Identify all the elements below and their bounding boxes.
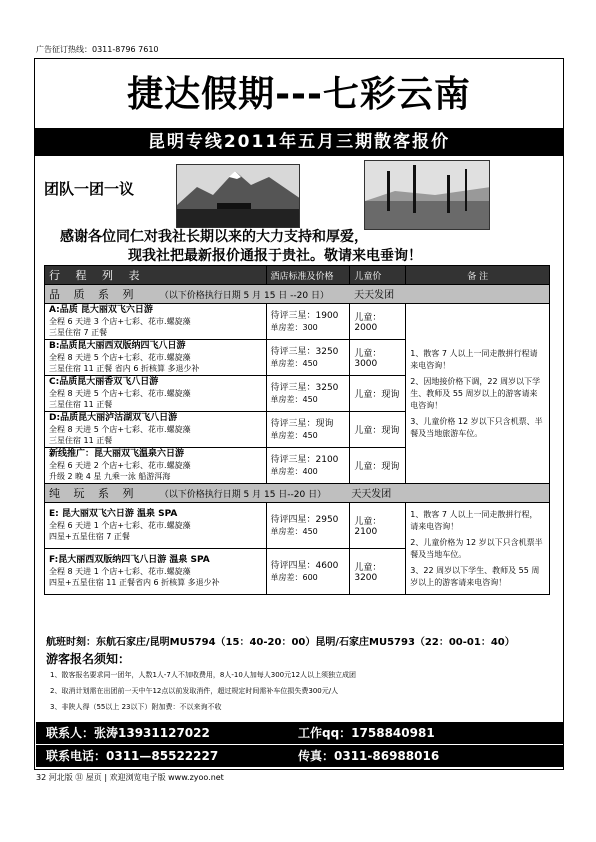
registration-heading: 游客报名须知： xyxy=(46,652,131,666)
contact-qq: 工作qq：1758840981 xyxy=(298,726,435,740)
contact-phone: 联系电话：0311—85522227 xyxy=(46,749,219,763)
page-title: 捷达假期---七彩云南 xyxy=(127,74,471,115)
itinerary-line: 三星住宿 7 正餐 xyxy=(49,328,108,337)
itinerary-line: 四星+五星住宿 7 正餐 xyxy=(49,532,130,541)
mountain-lake-photo xyxy=(176,164,300,228)
notes-cell xyxy=(406,304,550,484)
registration-item: 1、散客报名要求同一团年，人数1人-7人不加收费用，8人-10人加每人300元12人以上须独立成团 xyxy=(50,671,357,679)
child-price: 儿童：现询 xyxy=(350,448,406,484)
itinerary-line: 全程 8 天进 5 个店+七彩、花市.螺旋藻 xyxy=(49,425,191,434)
note-item: 1、散客 7 人以上一同走散拼行程，请来电咨询！ xyxy=(410,509,538,531)
itinerary-title: B:品质昆大丽西双版纳四飞八日游 xyxy=(49,341,186,351)
hotel-price: 待评四星：2950 xyxy=(270,514,339,525)
child-price: 儿童：2100 xyxy=(350,503,406,549)
hotel-price: 待评三星：现询 xyxy=(270,418,334,429)
section-quality xyxy=(45,285,550,304)
contact-person: 联系人：张涛13931127022 xyxy=(46,726,210,740)
note-item: 1、散客 7 人以上一同走散拼行程请来电咨询！ xyxy=(410,348,538,370)
child-price: 儿童：3200 xyxy=(350,549,406,595)
contact-fax: 传真：0311-86988016 xyxy=(298,749,440,763)
header-notes: 备 注 xyxy=(406,266,550,285)
header-itinerary: 行 程 列 表 xyxy=(45,266,267,285)
itinerary-title: D:品质昆大丽泸沽湖双飞八日游 xyxy=(49,413,178,423)
itinerary-line: 全程 8 天进 1 个店+七彩、花市.螺旋藻 xyxy=(49,567,191,576)
section-name: 品 质 系 列 xyxy=(49,288,139,301)
itinerary-cell xyxy=(45,340,267,376)
registration-item: 3、非陕人得（55以上 23以下）附加费：不以来询不收 xyxy=(50,703,222,711)
itinerary-line: 升级 2 晚 4 星 九乘一泳 船游洱海 xyxy=(49,472,171,481)
section-daily: 天天发团 xyxy=(351,489,392,500)
itinerary-cell xyxy=(45,448,267,484)
itinerary-line: 三星住宿 11 正餐 xyxy=(49,436,113,445)
single-supplement: 单房差：600 xyxy=(270,572,318,582)
itinerary-cell xyxy=(45,549,267,595)
team-slogan: 团队一团一议 xyxy=(44,180,135,198)
lake-trees-photo xyxy=(364,160,490,230)
registration-item: 2、取消计划需在出团前一天中午12点以前发取消件，超过规定时间需补车位损失费300元/人 xyxy=(50,687,339,695)
itinerary-title: 新线推广：昆大丽双飞温泉六日游 xyxy=(49,449,185,459)
single-supplement: 单房差：400 xyxy=(270,466,318,476)
itinerary-line: 全程 6 天进 1 个店+七彩、花市.螺旋藻 xyxy=(49,521,191,530)
itinerary-line: 全程 8 天进 5 个店+七彩、花市.螺旋藻 xyxy=(49,353,191,362)
section-name: 纯 玩 系 列 xyxy=(49,487,139,500)
itinerary-line: 四星+五星住宿 11 正餐省内 6 折核算 多退少补 xyxy=(49,578,220,587)
single-supplement: 单房差：450 xyxy=(270,526,318,536)
itinerary-title: E: 昆大丽双飞六日游 温泉 SPA xyxy=(49,509,178,519)
itinerary-line: 三星住宿 11 正餐 xyxy=(49,400,113,409)
note-item: 3、儿童价格 12 岁以下只含机票、半餐及当地旅游车位。 xyxy=(410,416,543,438)
itinerary-title: A:品质 昆大丽双飞六日游 xyxy=(49,305,153,315)
itinerary-line: 全程 6 天进 3 个店+七彩、花市.螺旋藻 xyxy=(49,317,191,326)
hotel-cell xyxy=(266,549,350,595)
hotel-cell xyxy=(266,448,350,484)
price-table xyxy=(44,265,550,595)
hotel-cell xyxy=(266,412,350,448)
note-item: 2、儿童价格为 12 岁以下只含机票半餐及当地车位。 xyxy=(410,537,543,559)
itinerary-title: F:昆大丽西双版纳四飞八日游 温泉 SPA xyxy=(49,555,210,565)
single-supplement: 单房差：450 xyxy=(270,358,318,368)
subtitle-bar: 昆明专线2011年五月三期散客报价 xyxy=(34,128,564,156)
hotel-price: 待评三星：3250 xyxy=(270,382,339,393)
child-price: 儿童：现询 xyxy=(350,376,406,412)
child-price: 儿童：现询 xyxy=(350,412,406,448)
itinerary-line: 全程 8 天进 5 个店+七彩、花市.螺旋藻 xyxy=(49,389,191,398)
notes-cell xyxy=(406,503,550,595)
header-hotel: 酒店标准及价格 xyxy=(266,266,350,285)
table-row xyxy=(45,304,550,340)
single-supplement: 单房差：450 xyxy=(270,394,318,404)
hotel-price: 待评三星：3250 xyxy=(270,346,339,357)
note-item: 3、22 周岁以下学生、教师及 55 周岁以上的游客请来电咨询！ xyxy=(410,565,540,587)
section-note: （以下价格执行日期 5 月 15 日--20 日） xyxy=(159,490,327,500)
header-child: 儿童价 xyxy=(350,266,406,285)
itinerary-line: 三星住宿 11 正餐 省内 6 折核算 多退少补 xyxy=(49,364,200,373)
itinerary-title: C:品质昆大丽香双飞八日游 xyxy=(49,377,159,387)
itinerary-cell xyxy=(45,304,267,340)
itinerary-cell xyxy=(45,376,267,412)
section-pure-play xyxy=(45,484,550,503)
hotel-cell xyxy=(266,376,350,412)
section-note: （以下价格执行日期 5 月 15 日 --20 日） xyxy=(159,291,329,301)
table-header-row xyxy=(45,266,550,285)
thanks-line-2: 现我社把最新报价通报于贵社。敬请来电垂询！ xyxy=(128,248,422,264)
itinerary-line: 全程 6 天进 2 个店+七彩、花市.螺旋藻 xyxy=(49,461,191,470)
page-footer: 32 河北版 ㉛ 屋页 | 欢迎浏览电子版 www.zyoo.net xyxy=(36,773,224,782)
itinerary-cell xyxy=(45,503,267,549)
table-row xyxy=(45,503,550,549)
hotel-price: 待评三星：2100 xyxy=(270,454,339,465)
hotel-price: 待评四星：4600 xyxy=(270,560,339,571)
hotel-cell xyxy=(266,340,350,376)
child-price: 儿童：3000 xyxy=(350,340,406,376)
contact-bar-2 xyxy=(36,745,563,767)
flight-schedule: 航班时刻：东航石家庄/昆明MU5794（15：40-20：00）昆明/石家庄MU5793（22：00-01：40） xyxy=(46,637,515,648)
itinerary-cell xyxy=(45,412,267,448)
single-supplement: 单房差：300 xyxy=(270,322,318,332)
note-item: 2、因地接价格下调，22 周岁以下学生、教师及 55 周岁以上的游客请来电咨询！ xyxy=(410,376,541,410)
thanks-line-1: 感谢各位同仁对我社长期以来的大力支持和厚爱， xyxy=(60,229,368,245)
hotel-cell xyxy=(266,503,350,549)
section-daily: 天天发团 xyxy=(354,290,395,301)
hotel-price: 待评三星：1900 xyxy=(270,310,339,321)
child-price: 儿童：2000 xyxy=(350,304,406,340)
single-supplement: 单房差：450 xyxy=(270,430,318,440)
contact-bar-1 xyxy=(36,722,563,744)
hotel-cell xyxy=(266,304,350,340)
ad-hotline: 广告征订热线：0311-8796 7610 xyxy=(36,45,159,54)
